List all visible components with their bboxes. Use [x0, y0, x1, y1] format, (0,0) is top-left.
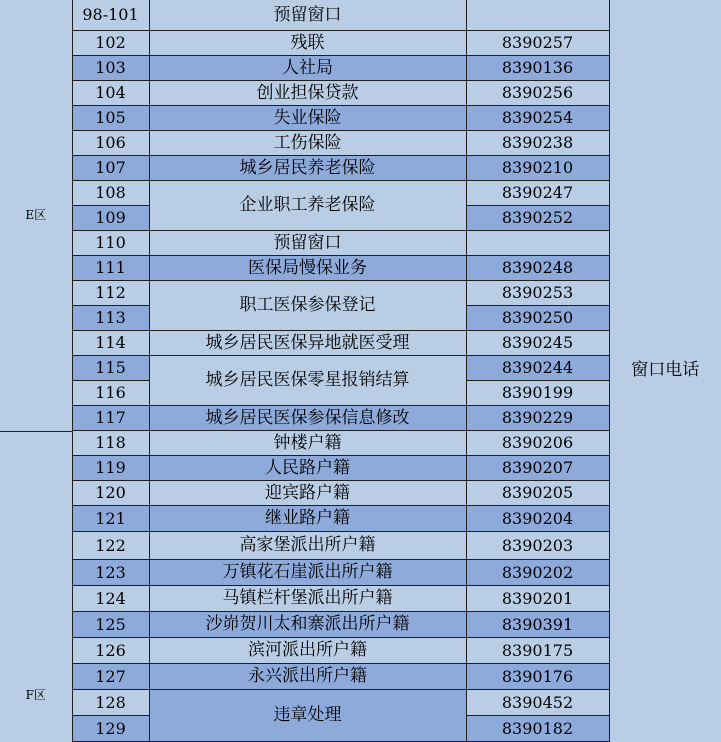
window-number: 113	[72, 306, 149, 331]
department-name: 违章处理	[149, 690, 466, 742]
department-name: 城乡居民医保零星报销结算	[149, 356, 466, 406]
window-number: 116	[72, 381, 149, 406]
window-number: 107	[72, 156, 149, 181]
phone-number	[466, 0, 609, 31]
department-name: 迎宾路户籍	[149, 481, 466, 506]
phone-column-header: 窗口电话	[609, 0, 721, 742]
window-number: 122	[72, 532, 149, 560]
window-number: 119	[72, 456, 149, 481]
phone-number: 8390202	[466, 560, 609, 586]
window-number: 118	[72, 431, 149, 456]
window-number: 126	[72, 638, 149, 664]
phone-number: 8390229	[466, 406, 609, 431]
phone-number: 8390176	[466, 664, 609, 690]
phone-number: 8390391	[466, 612, 609, 638]
phone-number: 8390257	[466, 31, 609, 56]
phone-number: 8390206	[466, 431, 609, 456]
department-name: 预留窗口	[149, 231, 466, 256]
phone-number: 8390182	[466, 716, 609, 742]
phone-number: 8390203	[466, 532, 609, 560]
window-number: 117	[72, 406, 149, 431]
window-number: 106	[72, 131, 149, 156]
department-name: 永兴派出所户籍	[149, 664, 466, 690]
window-number: 109	[72, 206, 149, 231]
zone-f-label: F区	[0, 431, 72, 742]
department-name: 企业职工养老保险	[149, 181, 466, 231]
window-number: 103	[72, 56, 149, 81]
department-name: 失业保险	[149, 106, 466, 131]
window-number: 127	[72, 664, 149, 690]
phone-number: 8390199	[466, 381, 609, 406]
window-number: 110	[72, 231, 149, 256]
window-number: 121	[72, 506, 149, 532]
phone-number: 8390136	[466, 56, 609, 81]
window-number: 112	[72, 281, 149, 306]
department-name: 继业路户籍	[149, 506, 466, 532]
phone-number: 8390250	[466, 306, 609, 331]
phone-number: 8390245	[466, 331, 609, 356]
department-name: 城乡居民医保异地就医受理	[149, 331, 466, 356]
phone-number: 8390238	[466, 131, 609, 156]
window-number: 114	[72, 331, 149, 356]
department-name: 预留窗口	[149, 0, 466, 31]
department-name: 人社局	[149, 56, 466, 81]
window-number: 124	[72, 586, 149, 612]
department-name: 职工医保参保登记	[149, 281, 466, 331]
department-name: 残联	[149, 31, 466, 56]
phone-number	[466, 231, 609, 256]
phone-number: 8390254	[466, 106, 609, 131]
phone-number: 8390204	[466, 506, 609, 532]
phone-number: 8390452	[466, 690, 609, 716]
department-name: 沙峁贺川太和寨派出所户籍	[149, 612, 466, 638]
phone-number: 8390205	[466, 481, 609, 506]
window-number: 129	[72, 716, 149, 742]
zone-divider	[0, 431, 72, 432]
phone-number: 8390210	[466, 156, 609, 181]
department-name: 创业担保贷款	[149, 81, 466, 106]
department-name: 滨河派出所户籍	[149, 638, 466, 664]
department-name: 万镇花石崖派出所户籍	[149, 560, 466, 586]
phone-number: 8390244	[466, 356, 609, 381]
window-number: 104	[72, 81, 149, 106]
window-number: 98-101	[72, 0, 149, 31]
phone-number: 8390247	[466, 181, 609, 206]
department-name: 工伤保险	[149, 131, 466, 156]
window-number: 125	[72, 612, 149, 638]
phone-number: 8390256	[466, 81, 609, 106]
department-name: 城乡居民养老保险	[149, 156, 466, 181]
department-name: 医保局慢保业务	[149, 256, 466, 281]
department-name: 钟楼户籍	[149, 431, 466, 456]
window-number: 128	[72, 690, 149, 716]
window-number: 115	[72, 356, 149, 381]
department-name: 城乡居民医保参保信息修改	[149, 406, 466, 431]
phone-number: 8390252	[466, 206, 609, 231]
window-number: 111	[72, 256, 149, 281]
phone-number: 8390175	[466, 638, 609, 664]
phone-number: 8390201	[466, 586, 609, 612]
window-number: 120	[72, 481, 149, 506]
zone-e-label: E区	[0, 0, 72, 431]
phone-number: 8390207	[466, 456, 609, 481]
window-number: 108	[72, 181, 149, 206]
department-name: 马镇栏杆堡派出所户籍	[149, 586, 466, 612]
window-number: 102	[72, 31, 149, 56]
window-number: 105	[72, 106, 149, 131]
phone-number: 8390248	[466, 256, 609, 281]
department-name: 人民路户籍	[149, 456, 466, 481]
phone-number: 8390253	[466, 281, 609, 306]
window-number: 123	[72, 560, 149, 586]
department-name: 高家堡派出所户籍	[149, 532, 466, 560]
